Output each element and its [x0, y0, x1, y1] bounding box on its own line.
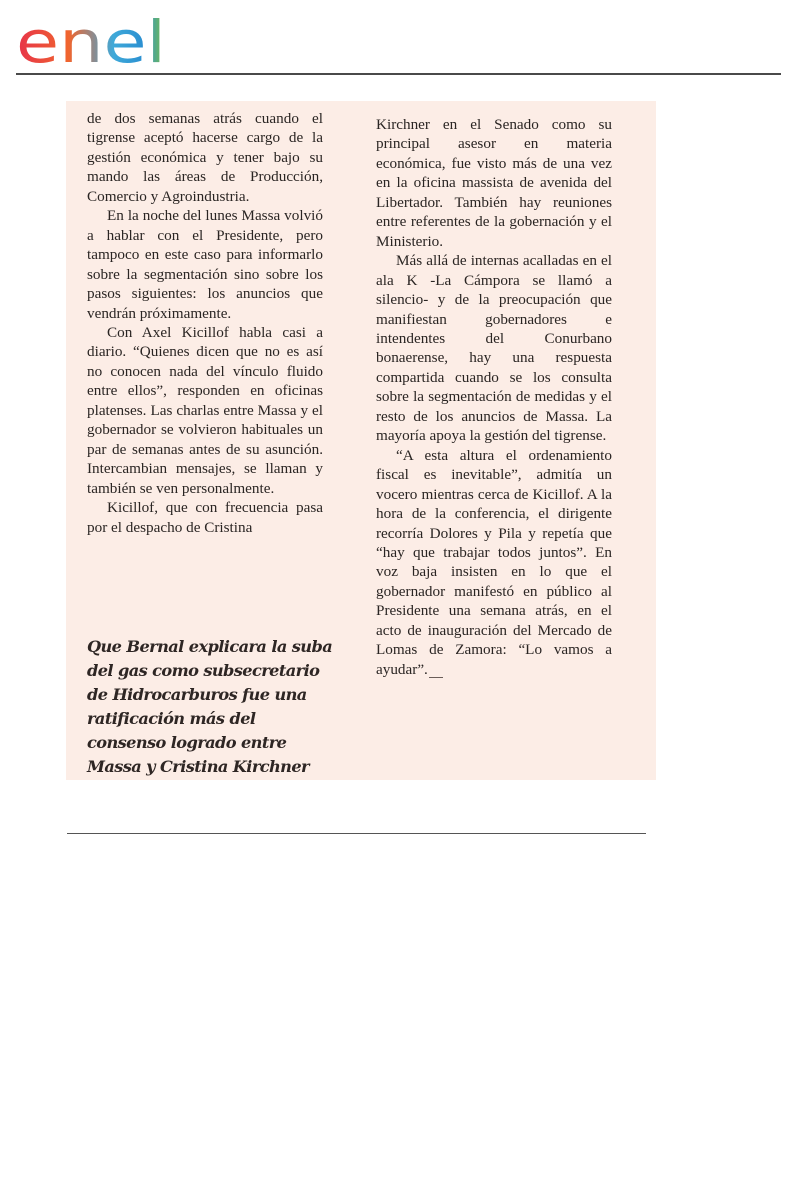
paragraph: Kirchner en el Senado como su principal asesor en materia económica, fue visto más de una vez en la oficina massista de avenida del Libertador. También hay reuniones entre referentes de la gobernación y el Ministerio. [376, 116, 612, 250]
paragraph: Con Axel Kicillof habla casi a diario. “Quienes dicen que no es así no conocen nada del vínculo fluido entre ellos”, responden en oficinas platenses. Las charlas entre Massa y el gobernador se volvieron habituales un par de semanas antes de su asunción. Intercambian mensajes, se llaman y también se ven personalmente. [87, 323, 323, 497]
paragraph-text: “A esta altura el ordenamiento fiscal es inevitable”, admitía un vocero mientras cerca de Kicillof. A la hora de la conferencia, el dirigente recorría Dolores y Pila y repetía que “hay que trabajar todos juntos”. En voz baja insisten en lo que el gobernador manifestó en público al Presidente una semana atrás, en el acto de inauguración del Mercado de Lomas de Zamora: “Lo vamos a ayudar”. [376, 446, 612, 678]
footer-divider [67, 833, 646, 834]
article-column-right [376, 115, 612, 679]
pull-quote: Que Bernal explicara la suba del gas como subsecretario de Hidrocarburos fue una ratificación más del consenso logrado entre Massa y Cristina Kirchner [87, 637, 333, 777]
logo-wordmark: enel [16, 8, 166, 68]
header-divider [16, 73, 781, 75]
article-end-mark [429, 677, 443, 678]
paragraph: de dos semanas atrás cuando el tigrense aceptó hacerse cargo de la gestión económica y tener bajo su mando las áreas de Producción, Comercio y Agroindustria. [87, 110, 323, 205]
enel-logo-graphic [16, 8, 172, 68]
paragraph: En la noche del lunes Massa volvió a hablar con el Presidente, pero tampoco en este caso para informarlo sobre la segmentación sino sobre los pasos siguientes: los anuncios que vendrán próximamente. [87, 207, 323, 322]
paragraph: Kicillof, que con frecuencia pasa por el despacho de Cristina [87, 499, 323, 536]
paragraph [376, 446, 612, 679]
enel-logo [16, 8, 172, 68]
newspaper-clipping [66, 101, 656, 780]
article-column-left [87, 109, 323, 537]
paragraph: Más allá de internas acalladas en el ala K -La Cámpora se llamó a silencio- y de la preocupación que manifiestan gobernadores e intendentes del Conurbano bonaerense, hay una respuesta compartida cuando se los consulta sobre la segmentación de medidas y el resto de los anuncios de Massa. La mayoría apoya la gestión del tigrense. [376, 252, 612, 445]
